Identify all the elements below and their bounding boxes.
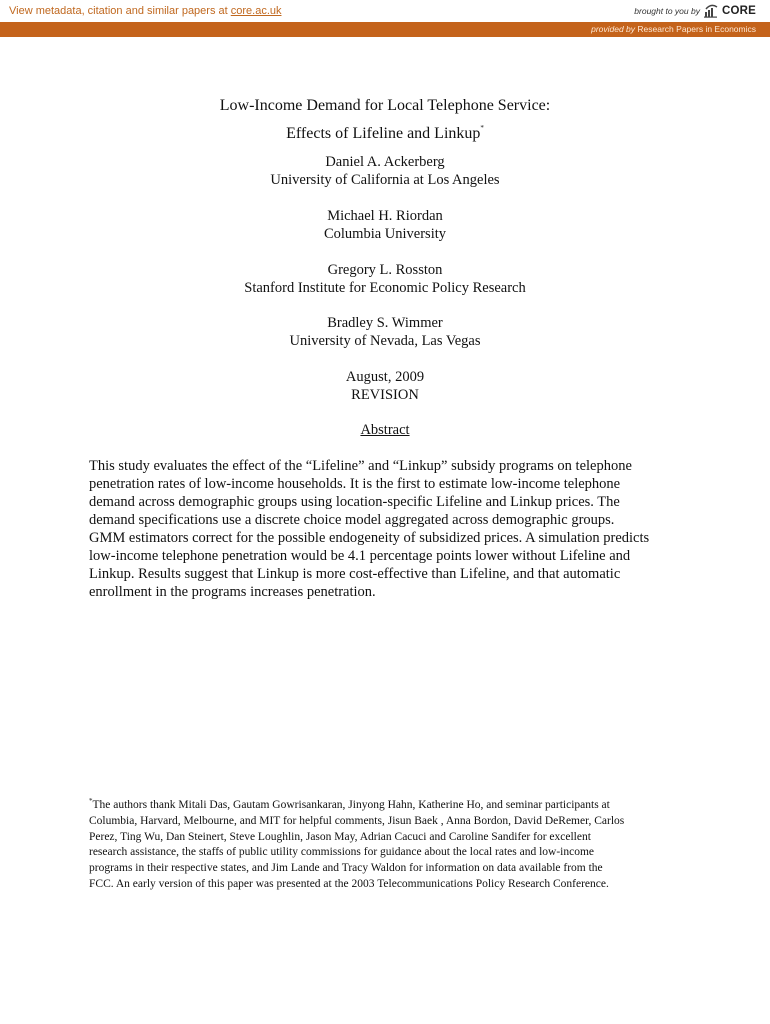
author-affiliation: Stanford Institute for Economic Policy Research [244, 280, 526, 296]
abstract-line: penetration rates of low-income households. It is the first to estimate low-income telephone [89, 476, 621, 492]
author-name: Gregory L. Rosston [327, 262, 443, 278]
author-affiliation: University of Nevada, Las Vegas [289, 333, 481, 349]
provided-by-source: Research Papers in Economics [635, 24, 756, 34]
title-footnote-mark: * [480, 124, 484, 132]
abstract-line: demand specifications use a discrete choice model aggregated across demographic groups. [89, 512, 615, 528]
footnote-line: FCC. An early version of this paper was presented at the 2003 Telecommunications Policy Research Conference. [89, 877, 609, 890]
footnote-line: Columbia, Harvard, Melbourne, and MIT for helpful comments, Jisun Baek , Anna Bordon, David DeRemer, Carlos [89, 814, 625, 827]
abstract-heading: Abstract [360, 422, 410, 438]
core-brand-name: CORE [721, 5, 756, 17]
provided-by-label: provided by [591, 24, 636, 34]
footnote-line-text: The authors thank Mitali Das, Gautam Gowrisankaran, Jinyong Hahn, Katherine Ho, and seminar participants at [92, 799, 610, 811]
abstract-body [89, 457, 689, 601]
core-metadata-line [9, 5, 282, 17]
author-affiliation: Columbia University [323, 226, 447, 242]
author-affiliation: University of California at Los Angeles [270, 172, 500, 188]
author-name: Michael H. Riordan [327, 208, 443, 224]
footnote-line: research assistance, the staffs of public utility commissions for guidance about the local rates and low-income [89, 846, 595, 859]
footnote-mark: * [89, 797, 93, 805]
paper-title-line-2-text: Effects of Lifeline and Linkup [286, 125, 481, 142]
paper-title-line-1: Low-Income Demand for Local Telephone Service: [219, 97, 551, 114]
core-logo-icon [703, 4, 719, 18]
abstract-line: low-income telephone penetration would be 4.1 percentage points lower without Lifeline and [89, 548, 631, 564]
acknowledgement-footnote [89, 794, 689, 893]
footnote-line [89, 794, 689, 814]
paper-title-line-2 [0, 117, 770, 145]
paper-date: August, 2009 [345, 369, 425, 385]
abstract-line: enrollment in the programs increases penetration. [89, 584, 376, 600]
footnote-line: programs in their respective states, and Jim Lande and Tracy Waldon for information on data available from the [89, 862, 603, 875]
core-ac-uk-link[interactable]: core.ac.uk [230, 5, 282, 17]
author-name: Daniel A. Ackerberg [325, 154, 445, 170]
abstract-line: This study evaluates the effect of the “Lifeline” and “Linkup” subsidy programs on telephone [89, 458, 632, 474]
abstract-line: GMM estimators correct for the possible endogeneity of subsidized prices. A simulation predicts [89, 530, 650, 546]
footnote-line: Perez, Ting Wu, Dan Steinert, Steve Loughlin, Jason May, Adrian Cacuci and Caroline Sandifer for excellent [89, 830, 591, 843]
abstract-line: demand across demographic groups using location-specific Lifeline and Linkup prices. The [89, 494, 620, 510]
core-metadata-prefix: View metadata, citation and similar papers at [9, 5, 231, 17]
core-provided-bar [0, 22, 770, 37]
provided-by-line[interactable] [591, 24, 756, 34]
paper-revision: REVISION [351, 387, 419, 403]
author-name: Bradley S. Wimmer [327, 315, 443, 331]
core-brand[interactable] [634, 4, 756, 18]
core-header [0, 0, 770, 22]
abstract-line: Linkup. Results suggest that Linkup is more cost-effective than Lifeline, and that automatic [89, 566, 621, 582]
brought-to-you-by-label: brought to you by [634, 6, 700, 16]
